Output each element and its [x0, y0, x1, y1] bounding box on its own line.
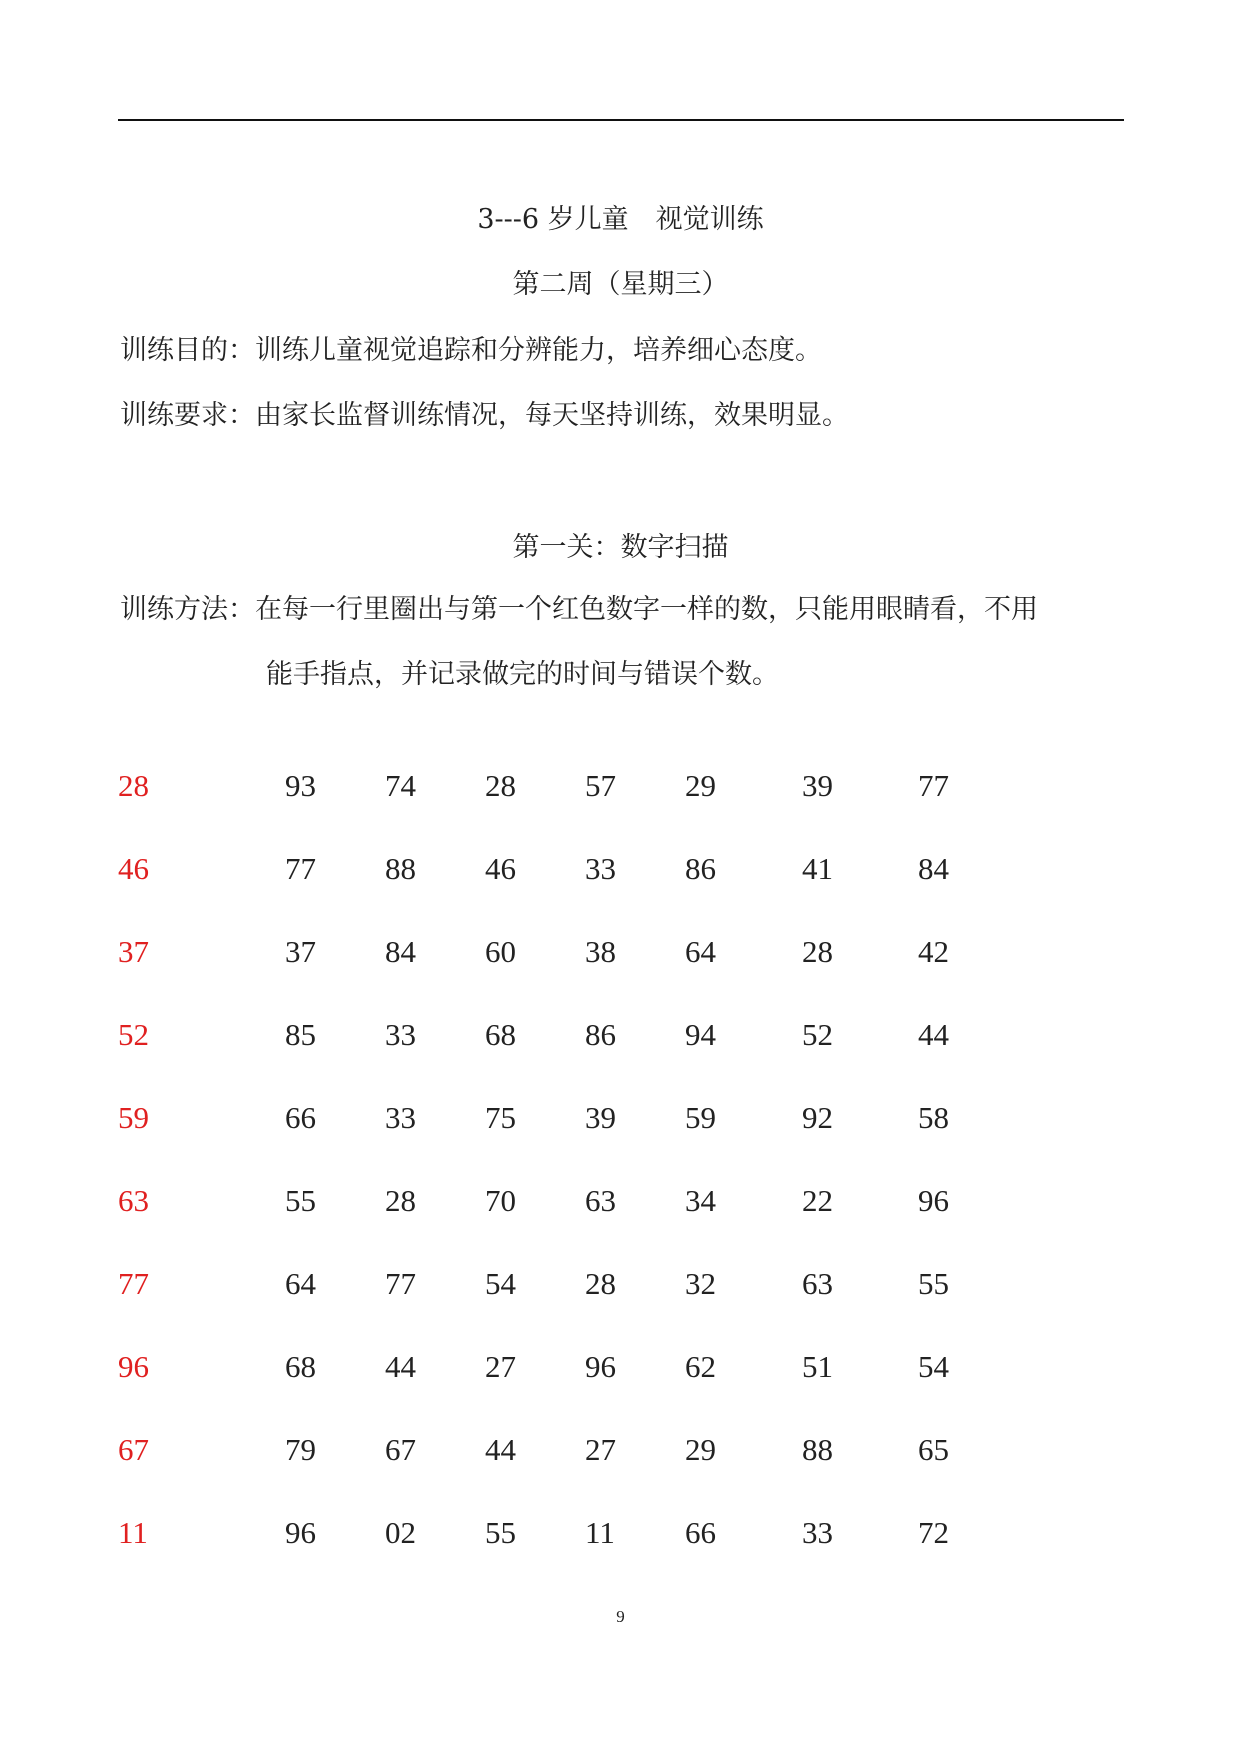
candidate-number[interactable]: 58 [918, 1100, 949, 1135]
candidate-number[interactable]: 33 [585, 851, 616, 886]
candidate-number[interactable]: 93 [285, 768, 316, 803]
candidate-number[interactable]: 84 [385, 934, 416, 969]
candidate-number[interactable]: 70 [485, 1183, 516, 1218]
candidate-number[interactable]: 54 [485, 1266, 516, 1301]
candidate-number[interactable]: 66 [285, 1100, 316, 1135]
number-row [0, 766, 1241, 806]
candidate-number[interactable]: 74 [385, 768, 416, 803]
candidate-number[interactable]: 63 [585, 1183, 616, 1218]
candidate-number[interactable]: 39 [802, 768, 833, 803]
requirement-text: 由家长监督训练情况，每天坚持训练，效果明显。 [255, 400, 849, 431]
level-title: 第一关：数字扫描 [512, 532, 729, 563]
candidate-number[interactable]: 77 [918, 768, 949, 803]
number-row [0, 1015, 1241, 1055]
candidate-number[interactable]: 92 [802, 1100, 833, 1135]
candidate-number[interactable]: 60 [485, 934, 516, 969]
number-row [0, 1098, 1241, 1138]
candidate-number[interactable]: 34 [685, 1183, 716, 1218]
candidate-number[interactable]: 27 [485, 1349, 516, 1384]
candidate-number[interactable]: 27 [585, 1432, 616, 1467]
target-number: 28 [118, 768, 149, 803]
page-title: 3---6 岁儿童 视觉训练 [477, 204, 764, 235]
purpose-text: 训练儿童视觉追踪和分辨能力，培养细心态度。 [255, 335, 822, 366]
number-row [0, 1513, 1241, 1553]
page-subtitle: 第二周（星期三） [512, 269, 729, 300]
candidate-number[interactable]: 37 [285, 934, 316, 969]
number-row [0, 849, 1241, 889]
candidate-number[interactable]: 68 [285, 1349, 316, 1384]
purpose-label: 训练目的： [120, 335, 255, 366]
candidate-number[interactable]: 41 [802, 851, 833, 886]
candidate-number[interactable]: 51 [802, 1349, 833, 1384]
candidate-number[interactable]: 55 [918, 1266, 949, 1301]
candidate-number[interactable]: 63 [802, 1266, 833, 1301]
number-row [0, 1347, 1241, 1387]
candidate-number[interactable]: 28 [385, 1183, 416, 1218]
number-row [0, 932, 1241, 972]
target-number: 67 [118, 1432, 149, 1467]
method-text-line2: 能手指点，并记录做完的时间与错误个数。 [266, 659, 779, 690]
target-number: 59 [118, 1100, 149, 1135]
requirement-label: 训练要求： [120, 400, 255, 431]
target-number: 37 [118, 934, 149, 969]
candidate-number[interactable]: 59 [685, 1100, 716, 1135]
target-number: 52 [118, 1017, 149, 1052]
candidate-number[interactable]: 84 [918, 851, 949, 886]
candidate-number[interactable]: 29 [685, 768, 716, 803]
candidate-number[interactable]: 88 [385, 851, 416, 886]
candidate-number[interactable]: 55 [285, 1183, 316, 1218]
candidate-number[interactable]: 79 [285, 1432, 316, 1467]
candidate-number[interactable]: 67 [385, 1432, 416, 1467]
candidate-number[interactable]: 28 [802, 934, 833, 969]
candidate-number[interactable]: 38 [585, 934, 616, 969]
candidate-number[interactable]: 52 [802, 1017, 833, 1052]
candidate-number[interactable]: 88 [802, 1432, 833, 1467]
target-number: 46 [118, 851, 149, 886]
candidate-number[interactable]: 39 [585, 1100, 616, 1135]
number-row [0, 1181, 1241, 1221]
candidate-number[interactable]: 33 [385, 1017, 416, 1052]
candidate-number[interactable]: 11 [585, 1515, 615, 1550]
candidate-number[interactable]: 96 [285, 1515, 316, 1550]
target-number: 63 [118, 1183, 149, 1218]
candidate-number[interactable]: 66 [685, 1515, 716, 1550]
candidate-number[interactable]: 32 [685, 1266, 716, 1301]
candidate-number[interactable]: 65 [918, 1432, 949, 1467]
candidate-number[interactable]: 44 [485, 1432, 516, 1467]
candidate-number[interactable]: 68 [485, 1017, 516, 1052]
candidate-number[interactable]: 33 [385, 1100, 416, 1135]
candidate-number[interactable]: 44 [385, 1349, 416, 1384]
candidate-number[interactable]: 55 [485, 1515, 516, 1550]
target-number: 96 [118, 1349, 149, 1384]
candidate-number[interactable]: 42 [918, 934, 949, 969]
number-row [0, 1264, 1241, 1304]
candidate-number[interactable]: 28 [585, 1266, 616, 1301]
candidate-number[interactable]: 46 [485, 851, 516, 886]
candidate-number[interactable]: 54 [918, 1349, 949, 1384]
candidate-number[interactable]: 96 [585, 1349, 616, 1384]
candidate-number[interactable]: 28 [485, 768, 516, 803]
page-number: 9 [616, 1607, 625, 1626]
candidate-number[interactable]: 22 [802, 1183, 833, 1218]
candidate-number[interactable]: 77 [385, 1266, 416, 1301]
candidate-number[interactable]: 64 [285, 1266, 316, 1301]
target-number: 11 [118, 1515, 148, 1550]
candidate-number[interactable]: 62 [685, 1349, 716, 1384]
candidate-number[interactable]: 57 [585, 768, 616, 803]
method-label: 训练方法： [120, 594, 255, 625]
candidate-number[interactable]: 96 [918, 1183, 949, 1218]
candidate-number[interactable]: 85 [285, 1017, 316, 1052]
candidate-number[interactable]: 72 [918, 1515, 949, 1550]
candidate-number[interactable]: 02 [385, 1515, 416, 1550]
candidate-number[interactable]: 44 [918, 1017, 949, 1052]
candidate-number[interactable]: 33 [802, 1515, 833, 1550]
target-number: 77 [118, 1266, 149, 1301]
method-text-line1: 在每一行里圈出与第一个红色数字一样的数，只能用眼睛看，不用 [255, 594, 1038, 625]
number-row [0, 1430, 1241, 1470]
candidate-number[interactable]: 86 [585, 1017, 616, 1052]
candidate-number[interactable]: 75 [485, 1100, 516, 1135]
candidate-number[interactable]: 94 [685, 1017, 716, 1052]
candidate-number[interactable]: 77 [285, 851, 316, 886]
candidate-number[interactable]: 86 [685, 851, 716, 886]
candidate-number[interactable]: 64 [685, 934, 716, 969]
candidate-number[interactable]: 29 [685, 1432, 716, 1467]
